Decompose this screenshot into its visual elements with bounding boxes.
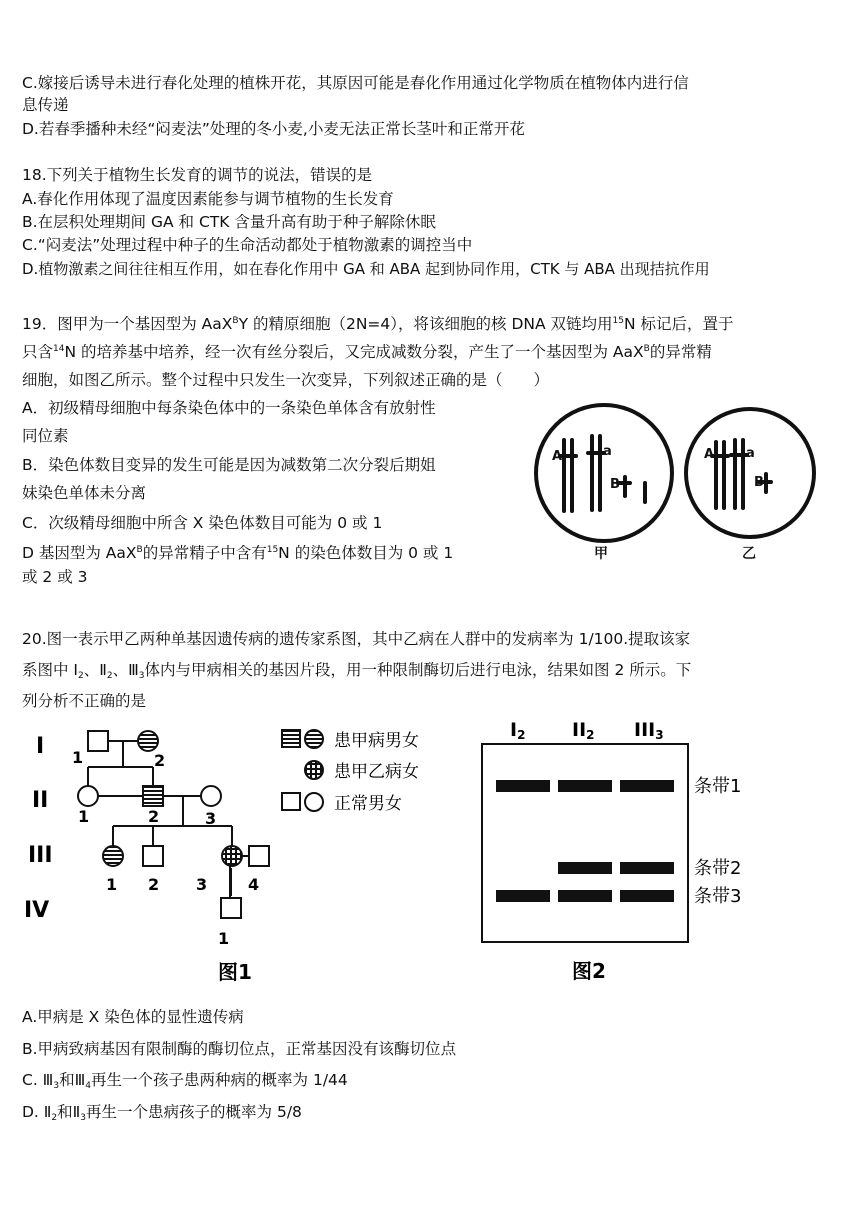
num-i2: 2 [154,751,166,770]
band-label-2: 条带2 [694,858,742,879]
q19-stem-line2: 只含$^{14}$N 的培养基中培养，经一次有丝分裂后，又完成减数分裂，产生了一个基因型为 AaX$^B$的异常精 [22,343,712,361]
gen-label-III: III [28,843,53,868]
fig1-caption: 图1 [218,960,252,984]
pedigree-iii2-normal-male [143,846,163,866]
label-a-yi: a [746,446,755,461]
q17-option-c-line1: C.嫁接后诱导未进行春化处理的植株开花，其原因可能是春化作用通过化学物质在植物体内进行信 [22,74,689,92]
legend-normal-male-symbol [282,793,300,810]
gel-frame [482,744,688,942]
q19-option-b-line2: 妹染色单体未分离 [22,484,147,502]
q19-option-d-line1: D 基因型为 AaX$^B$的异常精子中含有$^{15}$N 的染色体数目为 0 或 1 [22,544,454,562]
num-iii2: 2 [148,875,160,894]
q20-stem-line2: 系图中 $Ⅰ_2$、$Ⅱ_2$、$Ⅲ_3$体内与甲病相关的基因片段，用一种限制酶切后进行电泳，结果如图 2 所示。下 [22,661,692,681]
pedigree-i2-affected-female [138,731,158,751]
label-A-yi: A [704,447,715,462]
q17-option-c-line2: 息传递 [22,96,69,114]
q20-option-c: C. $Ⅲ_3$和$Ⅲ_4$再生一个孩子患两种病的概率为 1/44 [22,1071,348,1091]
pedigree-i1-normal-male [88,731,108,751]
pedigree-ii1-normal-female [78,786,98,806]
legend-affected-female-symbol [305,730,323,748]
q19-option-d-line2: 或 2 或 3 [22,568,88,586]
band-label-1: 条带1 [694,776,742,797]
q17-option-d: D.若春季播种未经“闷麦法”处理的冬小麦,小麦无法正常长茎叶和正常开花 [22,120,525,138]
q20-stem-line1: 20.图一表示甲乙两种单基因遗传病的遗传家系图，其中乙病在人群中的发病率为 1/100.提取该家 [22,630,691,648]
pedigree-iv1-normal-male [221,898,241,918]
q19-stem-line3: 细胞，如图乙所示。整个过程中只发生一次变异，下列叙述正确的是（ ） [22,371,550,389]
cell-jia [536,405,672,562]
num-iv1: 1 [218,929,230,948]
label-A-jia: A [552,449,563,464]
band-3-lane-2 [558,890,612,902]
label-a-jia: a [603,444,612,459]
cell-yi [686,409,814,562]
num-iii4: 4 [248,875,260,894]
lane-label-3: III3 [634,719,664,742]
band-1-lane-3 [620,780,674,792]
pedigree-ii2-affected-male [143,786,163,806]
q19-cell-figures [530,398,840,568]
legend-disease-both: 患甲乙病女 [334,762,419,782]
label-B-yi: B [754,475,764,490]
q20-option-b: B.甲病致病基因有限制酶的酶切位点，正常基因没有该酶切位点 [22,1040,457,1058]
pedigree-iii4-normal-male [249,846,269,866]
label-B-jia: B [610,477,620,492]
lane-label-2: II2 [572,719,595,742]
pedigree-iii1-affected-female [103,846,123,866]
q20-option-d: D. $Ⅱ_2$和$Ⅱ_3$再生一个患病孩子的概率为 5/8 [22,1103,302,1123]
q19-option-a-line2: 同位素 [22,427,69,445]
band-label-3: 条带3 [694,886,742,907]
gen-label-II: II [32,788,49,813]
band-1-lane-2 [558,780,612,792]
num-iii3: 3 [196,875,208,894]
q18-stem: 18.下列关于植物生长发育的调节的说法，错误的是 [22,166,373,184]
num-ii2: 2 [148,807,160,826]
q19-stem-line1: 19．图甲为一个基因型为 AaX$^B$Y 的精原细胞（2N=4），将该细胞的核 DNA 双链均用$^{15}$N 标记后，置于 [22,315,734,333]
q20-stem-line3: 列分析不正确的是 [22,692,147,710]
band-3-lane-3 [620,890,674,902]
gen-label-I: I [36,734,45,759]
q20-option-a: A.甲病是 X 染色体的显性遗传病 [22,1008,244,1026]
pedigree-ii3-normal-female [201,786,221,806]
band-2-lane-3 [620,862,674,874]
q19-option-c: C．次级精母细胞中所含 X 染色体数目可能为 0 或 1 [22,514,383,532]
q18-option-c: C.“闷麦法”处理过程中种子的生命活动都处于植物激素的调控当中 [22,236,473,254]
num-iii1: 1 [106,875,118,894]
electrophoresis-figure [470,712,770,988]
caption-jia: 甲 [594,546,608,562]
num-i1: 1 [72,748,84,767]
fig2-caption: 图2 [572,959,606,983]
num-ii1: 1 [78,807,90,826]
gen-label-IV: IV [24,898,50,923]
legend-both-female-symbol [305,761,323,779]
q19-option-a-line1: A．初级精母细胞中每条染色体中的一条染色单体含有放射性 [22,399,436,417]
pedigree-iii3-both-diseases-female [222,846,242,866]
q18-option-a: A.春化作用体现了温度因素能参与调节植物的生长发育 [22,190,394,208]
legend-normal: 正常男女 [334,794,402,814]
lane-label-1: I2 [510,719,526,742]
legend-disease-jia: 患甲病男女 [334,731,419,751]
pedigree-figure [20,718,460,988]
q18-option-b: B.在层积处理期间 GA 和 CTK 含量升高有助于种子解除休眠 [22,213,436,231]
num-ii3: 3 [205,809,217,828]
band-3-lane-1 [496,890,550,902]
legend-affected-male-symbol [282,730,300,747]
q19-option-b-line1: B．染色体数目变异的发生可能是因为减数第二次分裂后期姐 [22,456,436,474]
q18-option-d: D.植物激素之间往往相互作用，如在春化作用中 GA 和 ABA 起到协同作用，CTK 与 ABA 出现拮抗作用 [22,260,710,278]
band-1-lane-1 [496,780,550,792]
caption-yi: 乙 [742,546,756,562]
legend-normal-female-symbol [305,793,323,811]
band-2-lane-2 [558,862,612,874]
